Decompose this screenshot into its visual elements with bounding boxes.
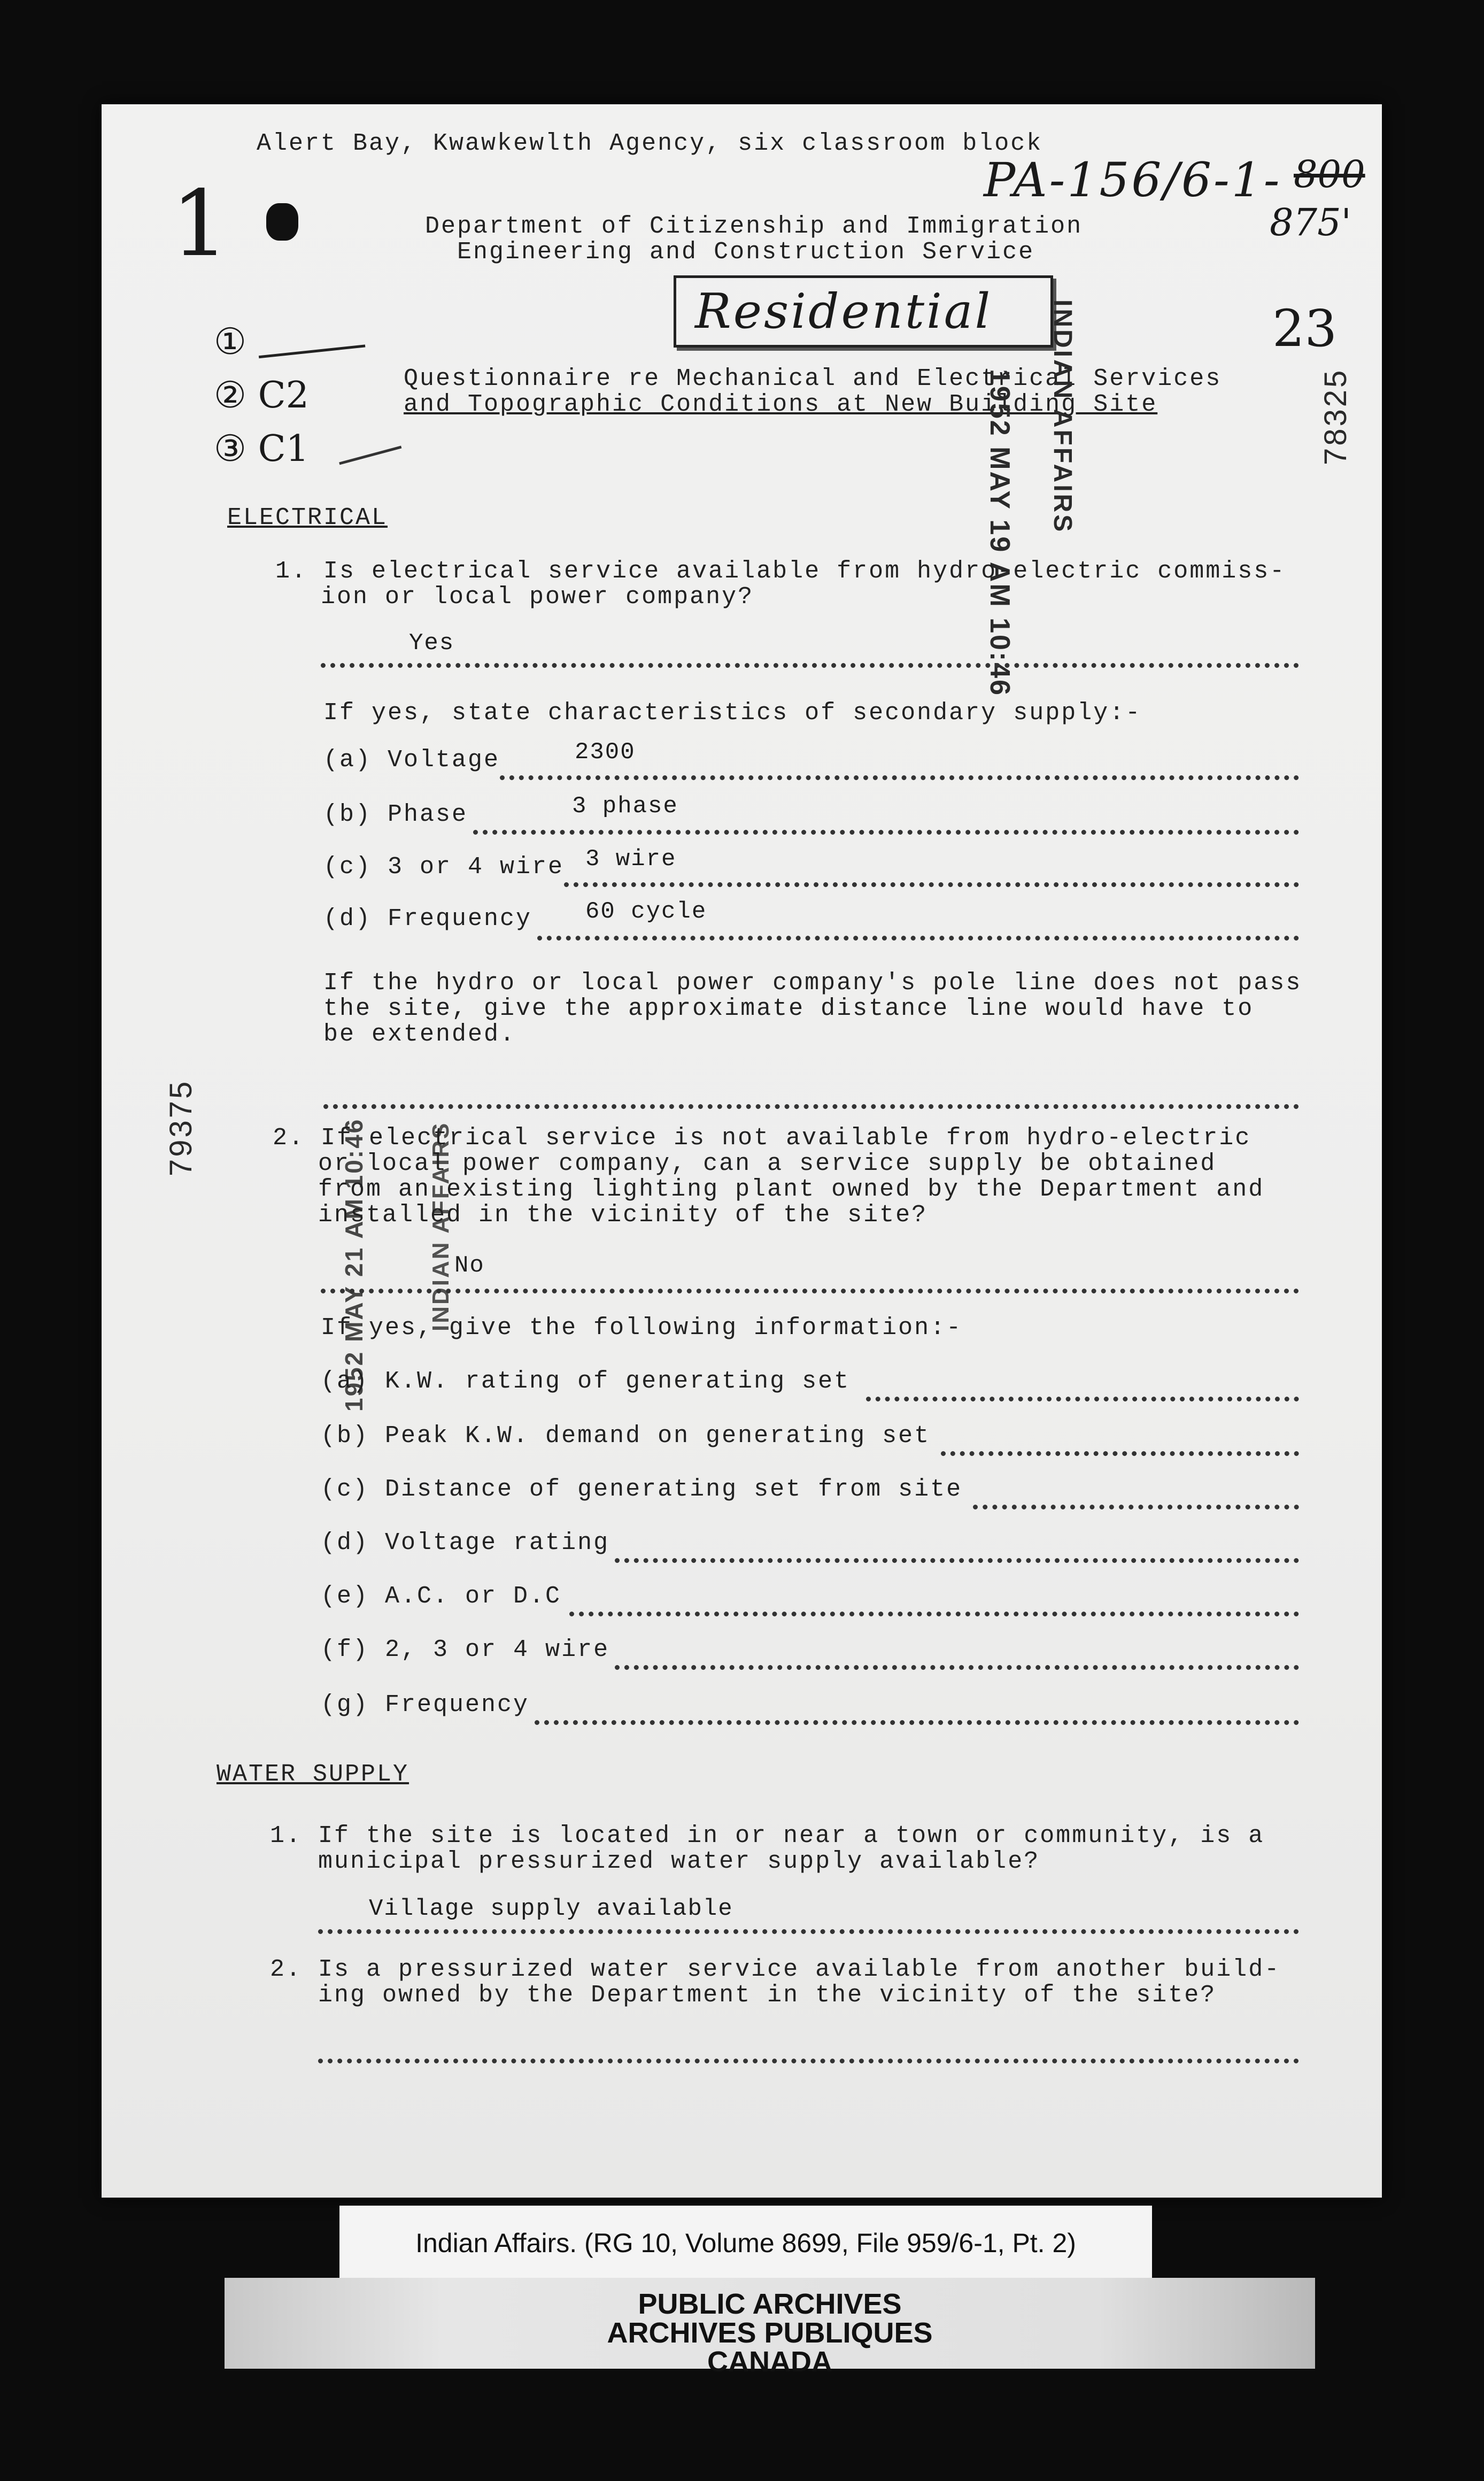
electrical-q2-line3: from an existing lighting plant owned by the Department and xyxy=(318,1176,1265,1203)
answer-line-voltage-rating xyxy=(615,1537,1299,1563)
pole-line-2: the site, give the approximate distance line would have to xyxy=(323,995,1254,1022)
file-number: PA-156/6-1- xyxy=(984,152,1282,207)
electrical-q2-line1: 2. If electrical service is not available from hydro-electric xyxy=(273,1124,1251,1152)
file-number-struck: 800 xyxy=(1294,152,1365,196)
residential-stamp-text: Residential xyxy=(695,283,993,340)
wire-answer: 3 wire xyxy=(585,846,677,873)
archives-line-1: PUBLIC ARCHIVES xyxy=(638,2288,902,2320)
answer-line-water-q2 xyxy=(318,2037,1299,2063)
water-q1-line1: 1. If the site is located in or near a town or community, is a xyxy=(270,1822,1265,1850)
department-line: Department of Citizenship and Immigration xyxy=(425,213,1083,240)
if-yes-characteristics: If yes, state characteristics of secondary supply:- xyxy=(323,699,1142,727)
answer-line-peak-demand xyxy=(941,1430,1299,1456)
distance-label: (c) Distance of generating set from site xyxy=(321,1476,963,1503)
registry-number-top: 78325 xyxy=(1318,368,1353,465)
answer-line-distance xyxy=(973,1483,1299,1509)
peak-demand-label: (b) Peak K.W. demand on generating set xyxy=(321,1422,931,1450)
answer-line-gen-rating xyxy=(866,1375,1299,1401)
pole-line-3: be extended. xyxy=(323,1021,516,1048)
phase-label: (b) Phase xyxy=(323,801,468,828)
archives-line-2: ARCHIVES PUBLIQUES xyxy=(607,2317,933,2349)
electrical-q2-answer: No xyxy=(454,1252,485,1279)
water-q2-line2: ing owned by the Department in the vicinity of the site? xyxy=(318,1982,1217,2009)
voltage-answer: 2300 xyxy=(575,739,636,766)
electrical-q1-line1: 1. Is electrical service available from hydro-electric commiss- xyxy=(275,558,1286,585)
answer-line-wire-count xyxy=(615,1644,1299,1670)
if-yes-information: If yes, give the following information:- xyxy=(321,1314,963,1342)
water-q2-line1: 2. Is a pressurized water service available from another build- xyxy=(270,1956,1281,1983)
location-line: Alert Bay, Kwawkewlth Agency, six classroom block xyxy=(257,130,1043,157)
ink-blot xyxy=(266,203,298,241)
page-mark: 23 xyxy=(1272,299,1337,358)
archives-line-3: CANADA xyxy=(707,2346,832,2378)
wire-count-label: (f) 2, 3 or 4 wire xyxy=(321,1636,610,1663)
voltage-label: (a) Voltage xyxy=(323,746,500,774)
electrical-q1-line2: ion or local power company? xyxy=(321,583,754,611)
indian-affairs-stamp-top: INDIAN AFFAIRS xyxy=(1048,299,1077,534)
routing-mark-2: ② C2 xyxy=(214,374,309,417)
indian-affairs-stamp-left: INDIAN AFFAIRS xyxy=(428,1121,454,1331)
voltage-rating-label: (d) Voltage rating xyxy=(321,1529,610,1557)
electrical-heading: ELECTRICAL xyxy=(227,504,388,531)
gen-rating-label: (a) K.W. rating of generating set xyxy=(321,1368,851,1395)
answer-line-gen-frequency xyxy=(535,1699,1299,1725)
electrical-q2-line2: or local power company, can a service supply be obtained xyxy=(318,1150,1217,1177)
answer-line-q1 xyxy=(321,642,1299,668)
electrical-q2-line4: installed in the vicinity of the site? xyxy=(318,1201,928,1229)
frequency-label: (d) Frequency xyxy=(323,905,532,933)
service-line: Engineering and Construction Service xyxy=(457,238,1035,266)
gen-frequency-label: (g) Frequency xyxy=(321,1691,530,1719)
phase-answer: 3 phase xyxy=(572,793,678,820)
routing-mark-3: ③ C1 xyxy=(214,428,309,470)
received-stamp-top: 1952 MAY 19 AM 10:46 xyxy=(984,369,1015,697)
pole-line-1: If the hydro or local power company's pole line does not pass xyxy=(323,969,1302,997)
water-q1-answer: Village supply available xyxy=(369,1896,733,1922)
frequency-answer: 60 cycle xyxy=(585,898,707,925)
water-q1-line2: municipal pressurized water supply available? xyxy=(318,1848,1040,1875)
wire-label: (c) 3 or 4 wire xyxy=(323,853,565,881)
registry-number-left: 79375 xyxy=(164,1079,198,1176)
acdc-label: (e) A.C. or D.C xyxy=(321,1583,562,1610)
archive-caption: Indian Affairs. (RG 10, Volume 8699, File 959/6-1, Pt. 2) xyxy=(339,2206,1152,2280)
electrical-q1-answer: Yes xyxy=(409,630,455,657)
routing-mark-1: ① xyxy=(214,321,246,363)
title-line-1: Questionnaire re Mechanical and Electrical Services xyxy=(404,365,1222,392)
answer-line-acdc xyxy=(569,1590,1299,1616)
water-heading: WATER SUPPLY xyxy=(217,1761,409,1788)
archives-label xyxy=(225,2278,1315,2378)
answer-line-pole xyxy=(323,1083,1299,1109)
file-number-alt: 875' xyxy=(1270,201,1351,244)
received-stamp-left: 1952 MAY 21 AM 10:46 xyxy=(340,1118,368,1412)
title-line-2: and Topographic Conditions at New Building Site xyxy=(404,391,1158,418)
residential-stamp-box xyxy=(674,275,1053,348)
handwritten-one: 1 xyxy=(171,171,229,277)
